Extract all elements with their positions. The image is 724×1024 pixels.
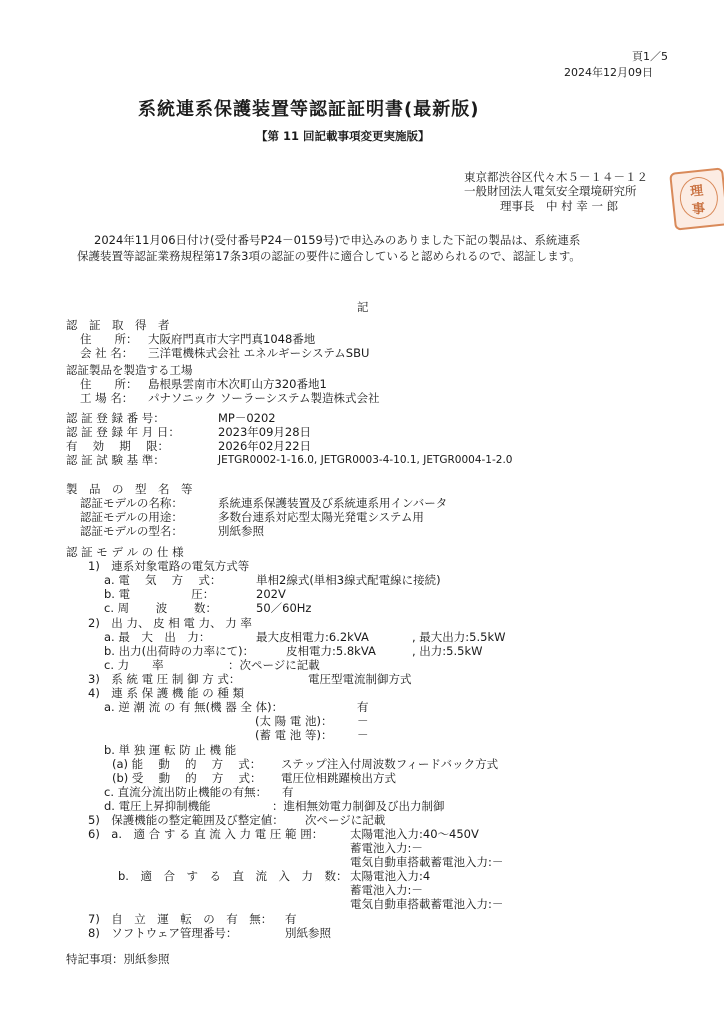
spec-4d-value: ：進相無効電力制御及び出力制御 (272, 799, 445, 813)
spec-4b-heading: b. 単 独 運 転 防 止 機 能 (104, 743, 237, 757)
spec-1a-label: a. 電 気 方 式： (104, 573, 222, 587)
model-name-label: 認証モデルの名称： (80, 496, 183, 510)
official-seal (669, 167, 724, 230)
spec-1b-value: 202V (256, 587, 286, 601)
issuer-representative: 理事長 中 村 幸 一 郎 (500, 199, 619, 213)
expiry-date-label: 有 効 期 限： (66, 439, 169, 453)
acquirer-company-label: 会 社 名： (80, 346, 134, 360)
ki-marker: 記 (357, 300, 369, 314)
spec-2-heading: 2) 出 力、 皮 相 電 力、 力 率 (88, 616, 252, 630)
spec-8-value: 別紙参照 (285, 926, 331, 940)
spec-2b-value: 皮相電力:5.8kVA (286, 644, 376, 658)
acquirer-company: 三洋電機株式会社 エネルギーシステムSBU (148, 346, 370, 360)
spec-2b-label: b. 出力(出荷時の力率にて)： (104, 644, 255, 658)
spec-2a-label: a. 最 大 出 力： (104, 630, 211, 644)
factory-name-label: 工 場 名： (80, 391, 134, 405)
spec-6b-battery: 蓄電池入力:－ (350, 883, 423, 897)
spec-2b-extra: , 出力:5.5kW (412, 644, 483, 658)
seal-char-2: 事 (691, 201, 706, 218)
spec-1-heading: 1) 連系対象電路の電気方式等 (88, 559, 250, 573)
spec-6b-label: b. 適 合 す る 直 流 入 力 数： (118, 869, 348, 883)
spec-5-value: 次ページに記載 (305, 813, 386, 827)
expiry-date: 2026年02月22日 (218, 439, 312, 453)
model-type-label: 認証モデルの型名： (80, 524, 183, 538)
spec-8-label: 8) ソフトウェア管理番号： (88, 926, 238, 940)
registration-date-label: 認 証 登 録 年 月 日： (66, 425, 180, 439)
model-type: 別紙参照 (218, 524, 264, 538)
acquirer-address: 大阪府門真市大字門真1048番地 (148, 332, 316, 346)
spec-3-label: 3) 系 統 電 圧 制 御 方 式： (88, 672, 241, 686)
spec-4a-battery-label: (蓄 電 池 等)： (255, 728, 333, 742)
spec-4-heading: 4) 連 系 保 護 機 能 の 種 類 (88, 686, 245, 700)
spec-4a-battery-value: － (357, 728, 369, 742)
intro-line-1: 2024年11月06日付け(受付番号P24－0159号)で申込みのありました下記の製品は、系統連系 (94, 233, 581, 247)
spec-2a-value: 最大皮相電力:6.2kVA (256, 630, 369, 644)
spec-3-value: 電圧型電流制御方式 (308, 672, 412, 686)
remarks: 特記事項：別紙参照 (66, 952, 170, 966)
product-heading: 製 品 の 型 名 等 (66, 482, 193, 496)
spec-2c-value: ：次ページに記載 (228, 658, 320, 672)
spec-7-label: 7) 自 立 運 転 の 有 無： (88, 912, 273, 926)
intro-line-2: 保護装置等認証業務規程第17条3項の認証の要件に適合していると認められるので、認証します。 (77, 249, 581, 263)
acquirer-heading: 認 証 取 得 者 (66, 318, 170, 332)
page-number: 頁1／5 (632, 50, 668, 63)
spec-2a-extra: , 最大出力:5.5kW (412, 630, 506, 644)
acquirer-address-label: 住 所： (80, 332, 138, 346)
registration-number-label: 認 証 登 録 番 号： (66, 411, 165, 425)
spec-4b2-label: (b) 受 動 的 方 式： (112, 771, 262, 785)
spec-1c-label: c. 周 波 数： (104, 601, 217, 615)
spec-7-value: 有 (285, 912, 297, 926)
spec-5-label: 5) 保護機能の整定範囲及び整定値： (88, 813, 284, 827)
factory-address: 島根県雲南市木次町山方320番地1 (148, 377, 327, 391)
issuer-address: 東京都渋谷区代々木５－１４－１２ (464, 170, 648, 184)
factory-name: パナソニック ソーラーシステム製造株式会社 (148, 391, 380, 405)
spec-6a-battery: 蓄電池入力:－ (350, 841, 423, 855)
spec-1b-label: b. 電 圧： (104, 587, 215, 601)
issue-date: 2024年12月09日 (564, 66, 653, 79)
spec-4b1-label: (a) 能 動 的 方 式： (112, 757, 262, 771)
spec-1a-value: 単相2線式(単相3線式配電線に接続) (256, 573, 441, 587)
registration-date: 2023年09月28日 (218, 425, 312, 439)
model-use-label: 認証モデルの用途： (80, 510, 183, 524)
spec-4c-label: c. 直流分流出防止機能の有無： (104, 785, 268, 799)
spec-4a-value: 有 (357, 700, 369, 714)
factory-address-label: 住 所： (80, 377, 138, 391)
spec-4b2-value: 電圧位相跳躍検出方式 (281, 771, 396, 785)
registration-number: MP－0202 (218, 411, 276, 425)
model-use: 多数台連系対応型太陽光発電システム用 (218, 510, 424, 524)
document-subtitle: 【第 11 回記載事項変更実施版】 (256, 129, 430, 143)
spec-4a-pv-label: (太 陽 電 池)： (255, 714, 333, 728)
test-standard-label: 認 証 試 験 基 準： (66, 453, 165, 467)
spec-6a-pv: 太陽電池入力:40～450V (350, 827, 479, 841)
document-title: 系統連系保護装置等認証証明書(最新版) (138, 99, 480, 120)
spec-4a-label: a. 逆 潮 流 の 有 無(機 器 全 体)： (104, 700, 284, 714)
test-standard: JETGR0002-1-16.0, JETGR0003-4-10.1, JETGR0004-1-2.0 (218, 454, 513, 466)
seal-char-1: 理 (689, 183, 704, 200)
factory-heading: 認証製品を製造する工場 (66, 363, 193, 377)
spec-4d-label: d. 電圧上昇抑制機能 (104, 799, 211, 813)
spec-4b1-value: ステップ注入付周波数フィードバック方式 (281, 757, 499, 771)
spec-6b-pv: 太陽電池入力:4 (350, 869, 431, 883)
spec-4c-value: 有 (282, 785, 294, 799)
spec-6a-ev: 電気自動車搭載蓄電池入力:－ (350, 855, 504, 869)
spec-heading: 認 証 モ デ ル の 仕 様 (66, 545, 184, 559)
issuer-organization: 一般財団法人電気安全環境研究所 (464, 184, 637, 198)
spec-1c-value: 50／60Hz (256, 601, 312, 615)
spec-6a-label: 6) a. 適 合 す る 直 流 入 力 電 圧 範 囲： (88, 827, 324, 841)
spec-6b-ev: 電気自動車搭載蓄電池入力:－ (350, 897, 504, 911)
model-name: 系統連系保護装置及び系統連系用インバータ (218, 496, 448, 510)
spec-2c-label: c. 力 率 (104, 658, 164, 672)
spec-4a-pv-value: － (357, 714, 369, 728)
